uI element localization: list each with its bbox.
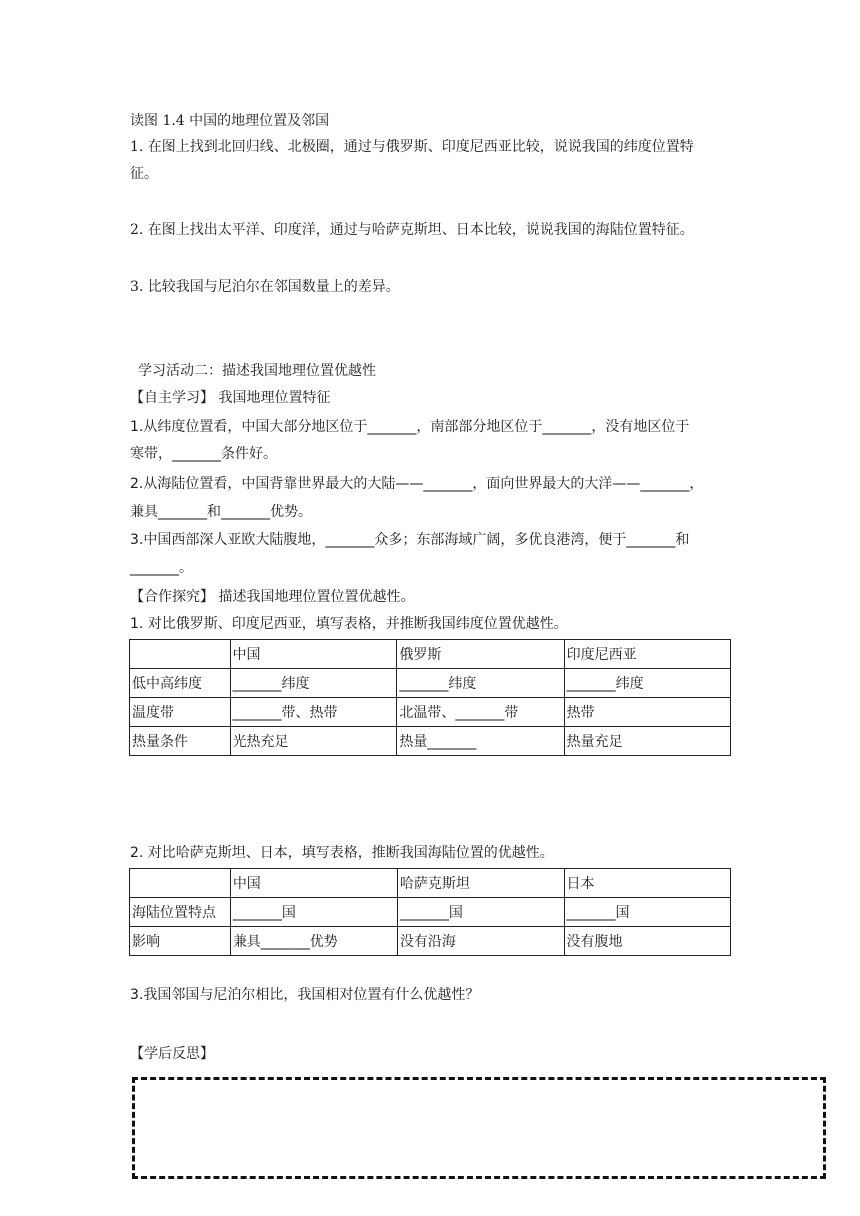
latitude-comparison-table [129, 639, 731, 756]
self-study-item-1-line-1: 1.从纬度位置看，中国大部分地区位于_______，南部部分地区位于_______，没有地区位于 [130, 419, 690, 435]
activity-2-title: 学习活动二：描述我国地理位置优越性 [138, 363, 376, 379]
table-row [130, 727, 731, 756]
table-row [130, 927, 731, 956]
table-cell: 中国 [230, 869, 397, 898]
table-cell: 没有腹地 [564, 927, 731, 956]
self-study-item-3-line-2: _______。 [130, 560, 193, 576]
table-cell[interactable]: _______纬度 [564, 669, 730, 698]
self-study-heading: 【自主学习】 我国地理位置特征 [130, 390, 331, 406]
table-cell[interactable]: _______国 [230, 898, 397, 927]
inquiry-3-prompt: 3.我国邻国与尼泊尔相比，我国相对位置有什么优越性？ [130, 987, 480, 1003]
self-study-item-1-line-2: 寒带，_______条件好。 [130, 446, 277, 462]
table-cell [130, 640, 231, 669]
table-row [130, 669, 731, 698]
table-cell: 俄罗斯 [397, 640, 564, 669]
self-study-item-2-line-1: 2.从海陆位置看，中国背靠世界最大的大陆——_______，面向世界最大的大洋——_______， [130, 476, 704, 492]
table-cell[interactable]: _______国 [397, 898, 564, 927]
self-study-item-3-line-1: 3.中国西部深人亚欧大陆腹地，_______众多；东部海域广阔，多优良港湾，便于_______和 [130, 532, 690, 548]
table-row [130, 898, 731, 927]
table-cell: 哈萨克斯坦 [397, 869, 564, 898]
table-cell: 海陆位置特点 [130, 898, 231, 927]
read-map-heading: 读图 1.4 中国的地理位置及邻国 [130, 113, 330, 129]
table-cell[interactable]: _______纬度 [397, 669, 564, 698]
reflection-heading: 【学后反思】 [130, 1046, 214, 1062]
table-cell: 热量条件 [130, 727, 231, 756]
table-cell[interactable]: _______纬度 [230, 669, 397, 698]
table-cell: 温度带 [130, 698, 231, 727]
table-cell: 日本 [564, 869, 731, 898]
table-cell: 印度尼西亚 [564, 640, 730, 669]
inquiry-2-prompt: 2. 对比哈萨克斯坦、日本，填写表格，推断我国海陆位置的优越性。 [130, 845, 554, 861]
table-cell: 中国 [230, 640, 397, 669]
table-cell[interactable]: 兼具_______优势 [230, 927, 397, 956]
reflection-box[interactable] [132, 1077, 826, 1179]
table-header-row [130, 869, 731, 898]
table-cell: 低中高纬度 [130, 669, 231, 698]
table-header-row [130, 640, 731, 669]
self-study-item-2-line-2: 兼具_______和_______优势。 [130, 504, 312, 520]
inquiry-1-prompt: 1. 对比俄罗斯、印度尼西亚，填写表格，并推断我国纬度位置优越性。 [130, 616, 568, 632]
table-cell[interactable]: 北温带、_______带 [397, 698, 564, 727]
table-cell: 没有沿海 [397, 927, 564, 956]
table-cell: 光热充足 [230, 727, 397, 756]
question-2: 2. 在图上找出太平洋、印度洋，通过与哈萨克斯坦、日本比较，说说我国的海陆位置特征。 [130, 222, 694, 238]
question-1-line-1: 1. 在图上找到北回归线、北极圈，通过与俄罗斯、印度尼西亚比较，说说我国的纬度位置特 [130, 139, 694, 155]
table-cell[interactable]: _______国 [564, 898, 731, 927]
table-cell: 热带 [564, 698, 730, 727]
table-cell[interactable]: _______带、热带 [230, 698, 397, 727]
table-row [130, 698, 731, 727]
land-sea-comparison-table [129, 868, 731, 956]
table-cell[interactable]: 热量_______ [397, 727, 564, 756]
table-cell: 热量充足 [564, 727, 730, 756]
table-cell: 影响 [130, 927, 231, 956]
question-1-line-2: 征。 [130, 166, 158, 182]
cooperative-inquiry-heading: 【合作探究】 描述我国地理位置位置优越性。 [130, 589, 415, 605]
table-cell [130, 869, 231, 898]
question-3: 3. 比较我国与尼泊尔在邻国数量上的差异。 [130, 279, 400, 295]
